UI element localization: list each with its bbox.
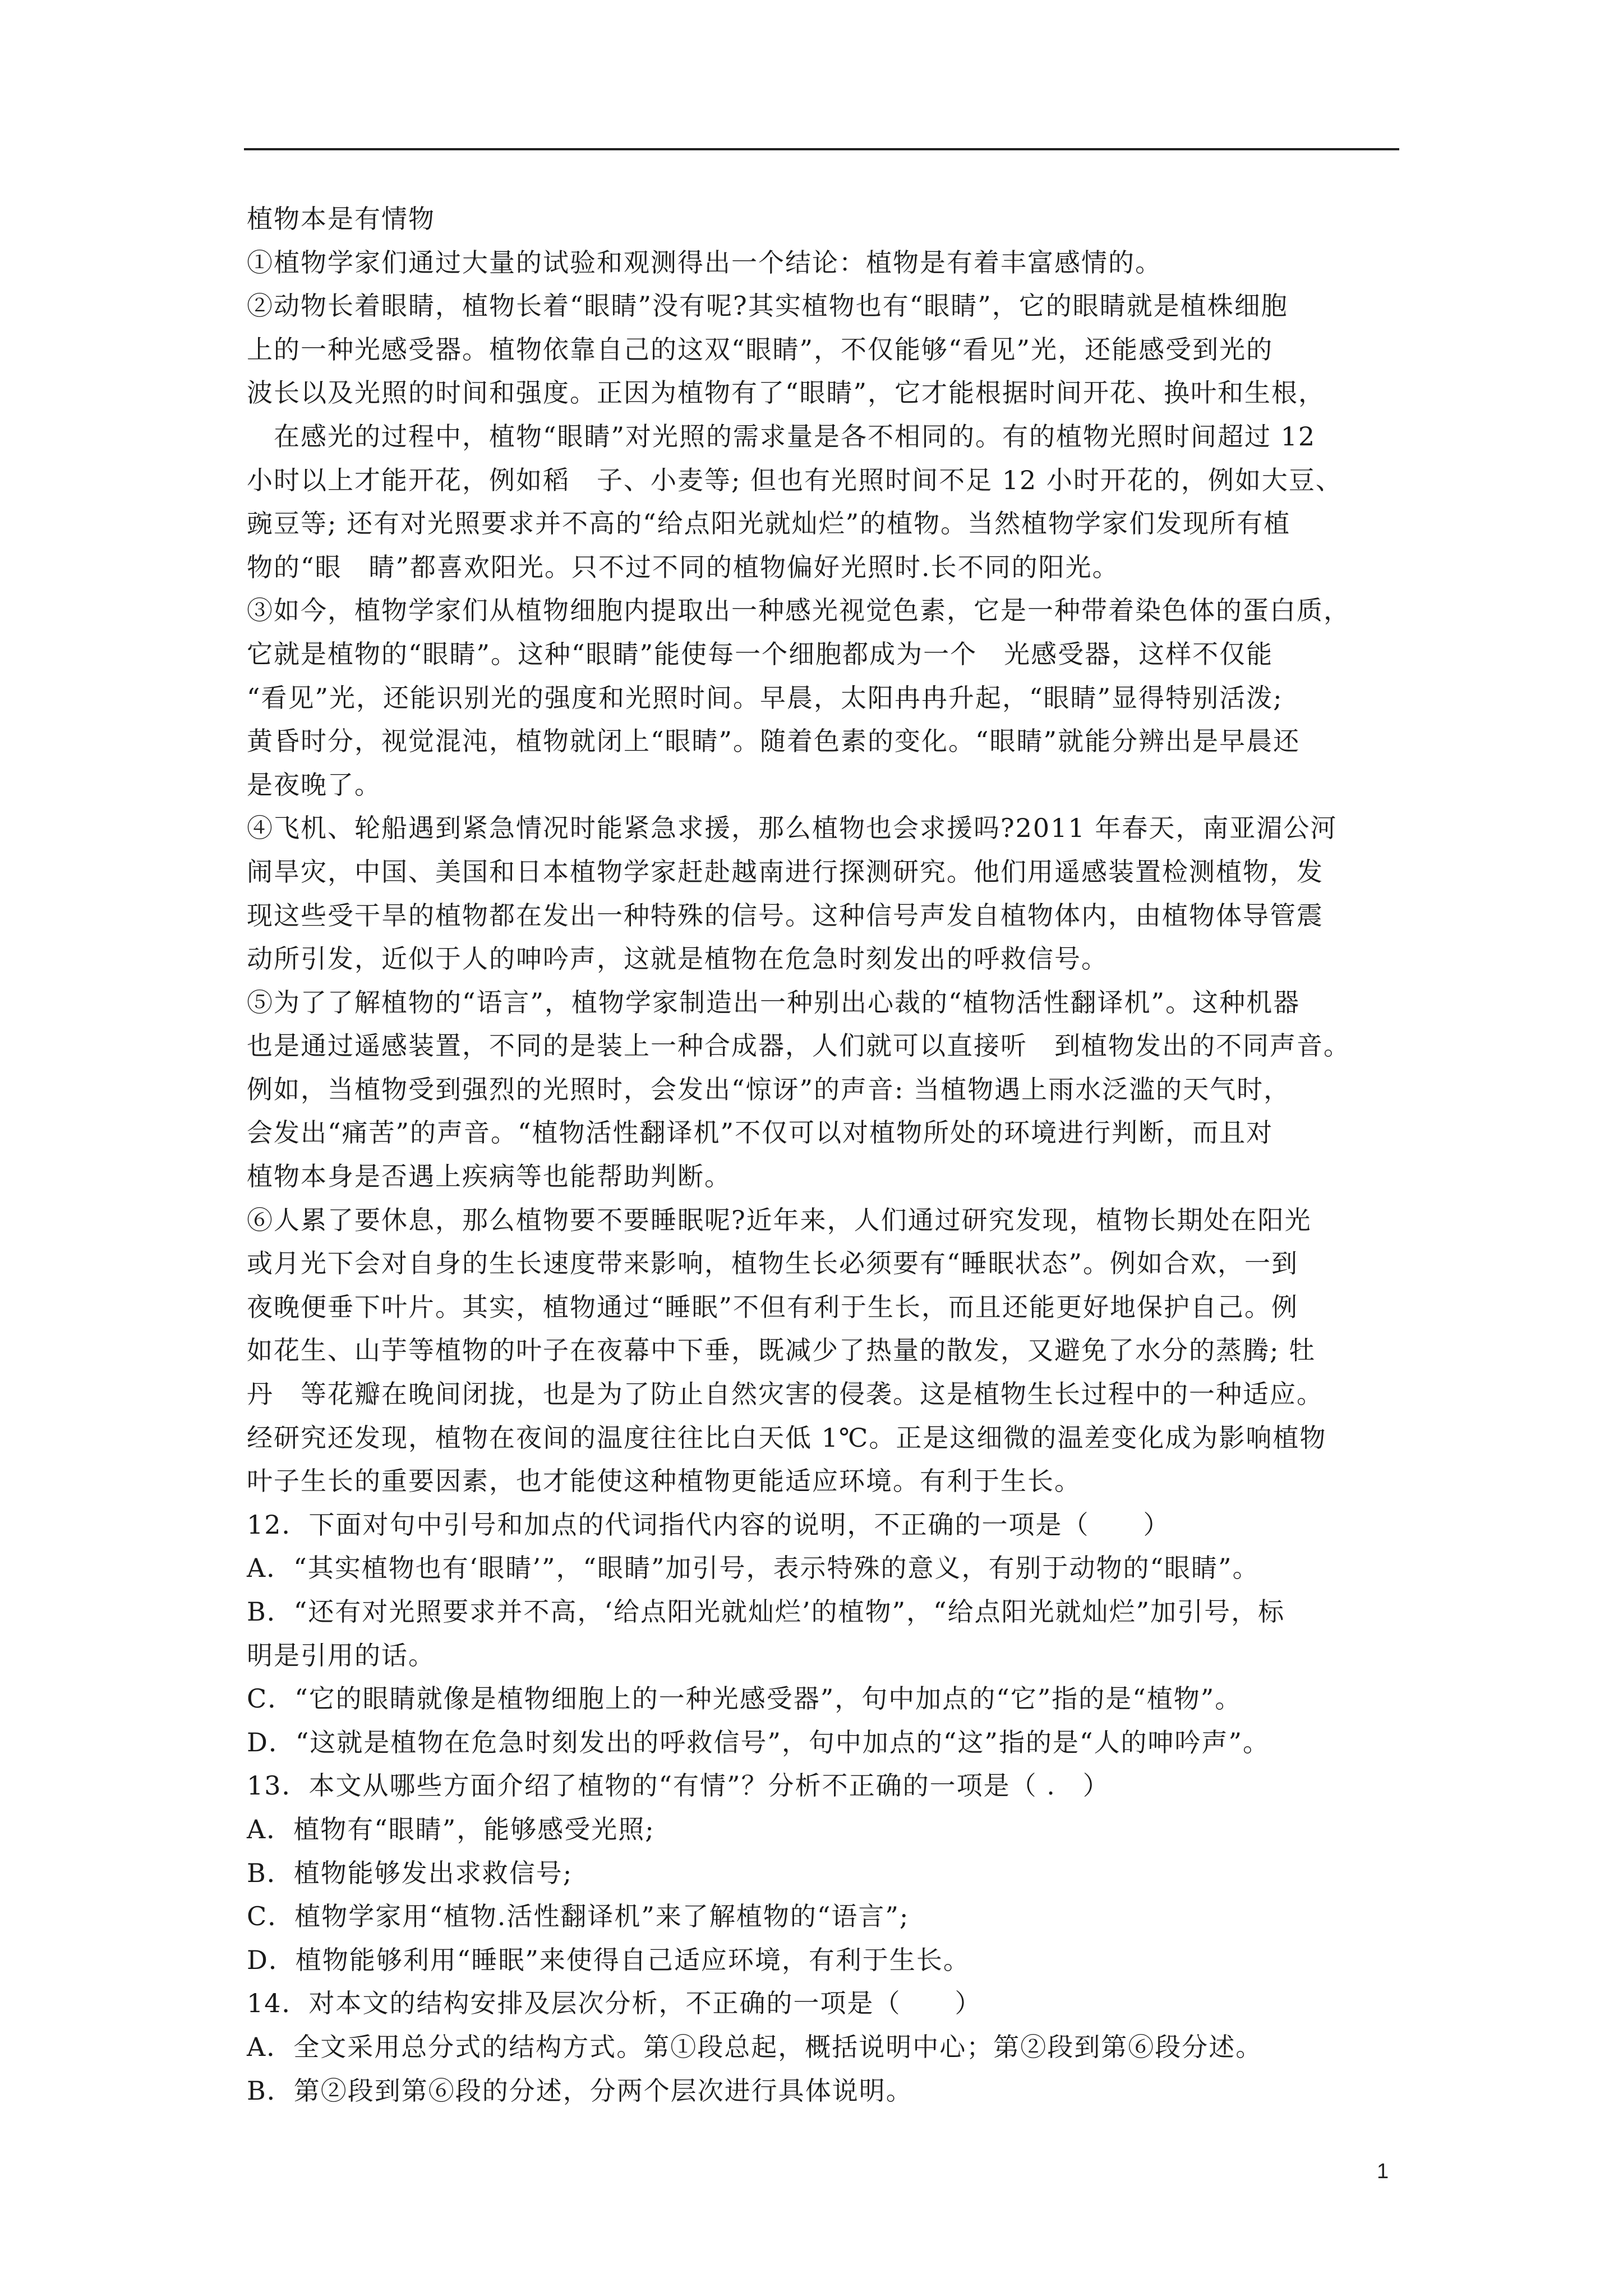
- text-line: 物的“眼 睛”都喜欢阳光。只不过不同的植物偏好光照时.长不同的阳光。: [247, 551, 1119, 582]
- text-line: 豌豆等; 还有对光照要求并不高的“给点阳光就灿烂”的植物。当然植物学家们发现所有植: [247, 508, 1291, 539]
- text-line: 明是引用的话。: [247, 1640, 435, 1671]
- header-rule: [244, 148, 1399, 150]
- text-line: C．“它的眼睛就像是植物细胞上的一种光感受器”，句中加点的“它”指的是“植物”。: [247, 1683, 1242, 1714]
- text-line: 经研究还发现，植物在夜间的温度往往比白天低 1℃。正是这细微的温差变化成为影响植物: [247, 1422, 1327, 1453]
- text-line: B．“还有对光照要求并不高，‘给点阳光就灿烂’的植物”，“给点阳光就灿烂”加引号，标: [247, 1596, 1285, 1627]
- text-line: ④飞机、轮船遇到紧急情况时能紧急求援，那么植物也会求援吗?2011 年春天，南亚湄公河: [247, 813, 1338, 844]
- text-line: 也是通过遥感装置，不同的是装上一种合成器，人们就可以直接听 到植物发出的不同声音。: [247, 1030, 1350, 1061]
- text-line: ⑥人累了要休息，那么植物要不要睡眠呢?近年来，人们通过研究发现，植物长期处在阳光: [247, 1204, 1312, 1235]
- text-line: 它就是植物的“眼睛”。这种“眼睛”能使每一个细胞都成为一个 光感受器，这样不仅能: [247, 638, 1274, 669]
- page-number: 1: [1377, 2160, 1389, 2183]
- text-line: 12．下面对句中引号和加点的代词指代内容的说明，不正确的一项是（ ）: [247, 1509, 1170, 1540]
- text-line: 上的一种光感受器。植物依靠自己的这双“眼睛”，不仅能够“看见”光，还能感受到光的: [247, 334, 1274, 365]
- document-body: [247, 197, 1391, 2113]
- text-line: B．植物能够发出求救信号;: [247, 1857, 573, 1888]
- text-line: 丹 等花瓣在晚间闭拢，也是为了防止自然灾害的侵袭。这是植物生长过程中的一种适应。: [247, 1379, 1324, 1410]
- text-line: B．第②段到第⑥段的分述，分两个层次进行具体说明。: [247, 2075, 913, 2106]
- text-line: ②动物长着眼睛，植物长着“眼睛”没有呢?其实植物也有“眼睛”，它的眼睛就是植株细胞: [247, 291, 1288, 321]
- text-line: 植物本身是否遇上疾病等也能帮助判断。: [247, 1161, 731, 1192]
- text-line: A．“其实植物也有‘眼睛’”，“眼睛”加引号，表示特殊的意义，有别于动物的“眼睛”。: [247, 1553, 1260, 1584]
- text-line: D．“这就是植物在危急时刻发出的呼救信号”，句中加点的“这”指的是“人的呻吟声”。: [247, 1727, 1270, 1757]
- text-line: 植物本是有情物: [247, 204, 435, 234]
- text-line: 在感光的过程中，植物“眼睛”对光照的需求量是各不相同的。有的植物光照时间超过 12: [247, 421, 1316, 452]
- text-line: ⑤为了了解植物的“语言”，植物学家制造出一种别出心裁的“植物活性翻译机”。这种机器: [247, 987, 1301, 1018]
- text-line: 13．本文从哪些方面介绍了植物的“有情”？分析不正确的一项是（ . ）: [247, 1770, 1110, 1801]
- text-line: C．植物学家用“植物.活性翻译机”来了解植物的“语言”;: [247, 1901, 910, 1932]
- text-line: 黄昏时分，视觉混沌，植物就闭上“眼睛”。随着色素的变化。“眼睛”就能分辨出是早晨还: [247, 726, 1301, 757]
- text-line: D．植物能够利用“睡眠”来使得自己适应环境，有利于生长。: [247, 1944, 970, 1975]
- text-line: 夜晚便垂下叶片。其实，植物通过“睡眠”不但有利于生长，而且还能更好地保护自己。例: [247, 1291, 1299, 1322]
- text-line: ①植物学家们通过大量的试验和观测得出一个结论：植物是有着丰富感情的。: [247, 247, 1162, 278]
- text-line: 闹旱灾，中国、美国和日本植物学家赶赴越南进行探测研究。他们用遥感装置检测植物，发: [247, 856, 1324, 887]
- text-line: 叶子生长的重要因素，也才能使这种植物更能适应环境。有利于生长。: [247, 1466, 1081, 1497]
- text-line: A．植物有“眼睛”，能够感受光照;: [247, 1814, 655, 1844]
- text-line: 小时以上才能开花，例如稻 子、小麦等; 但也有光照时间不足 12 小时开花的，例如大豆、: [247, 464, 1343, 495]
- text-line: 会发出“痛苦”的声音。“植物活性翻译机”不仅可以对植物所处的环境进行判断，而且对: [247, 1117, 1274, 1148]
- text-line: ③如今，植物学家们从植物细胞内提取出一种感光视觉色素，它是一种带着染色体的蛋白质，: [247, 595, 1350, 626]
- text-line: 14．对本文的结构安排及层次分析，不正确的一项是（ ）: [247, 1988, 982, 2019]
- text-line: “看见”光，还能识别光的强度和光照时间。早晨，太阳冉冉升起，“眼睛”显得特别活泼;: [247, 682, 1283, 713]
- text-line: 波长以及光照的时间和强度。正因为植物有了“眼睛”，它才能根据时间开花、换叶和生根，: [247, 378, 1326, 408]
- text-line: 如花生、山芋等植物的叶子在夜幕中下垂，既减少了热量的散发，又避免了水分的蒸腾; 牡: [247, 1335, 1316, 1366]
- text-line: 动所引发，近似于人的呻吟声，这就是植物在危急时刻发出的呼救信号。: [247, 944, 1108, 974]
- text-line: A．全文采用总分式的结构方式。第①段总起，概括说明中心；第②段到第⑥段分述。: [247, 2031, 1263, 2062]
- text-line: 例如，当植物受到强烈的光照时，会发出“惊讶”的声音: 当植物遇上雨水泛滥的天气时，: [247, 1074, 1291, 1105]
- text-line: 是夜晚了。: [247, 769, 381, 800]
- text-line: 或月光下会对自身的生长速度带来影响，植物生长必须要有“睡眠状态”。例如合欢，一到: [247, 1248, 1299, 1279]
- text-line: 现这些受干旱的植物都在发出一种特殊的信号。这种信号声发自植物体内，由植物体导管震: [247, 900, 1324, 931]
